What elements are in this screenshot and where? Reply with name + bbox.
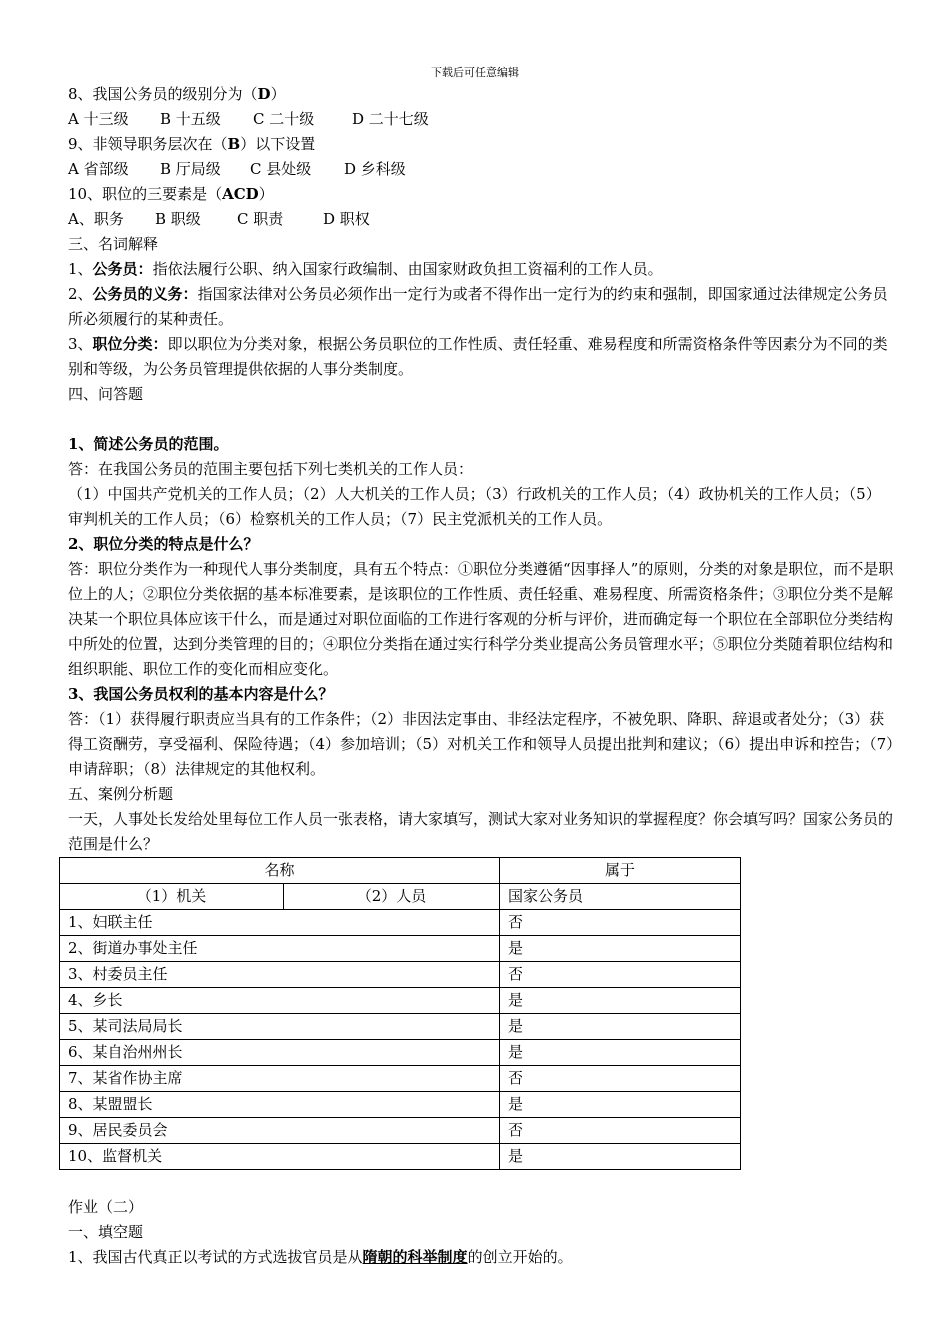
term-number: 3、: [68, 335, 93, 353]
cell-value: 否: [500, 1118, 741, 1144]
term: 公务员的义务：: [92, 285, 198, 303]
qa-answer: （1）中国共产党机关的工作人员；（2）人大机关的工作人员；（3）行政机关的工作人员；（4）政协机关的工作人员；（5）审判机关的工作人员；（6）检察机关的工作人员；（7）民主党派机关的工作人员。: [68, 485, 881, 528]
answer: B: [227, 135, 241, 153]
cell-name: 8、某盟盟长: [60, 1092, 500, 1118]
homework-title: 作业（二）: [68, 1198, 144, 1216]
table-row: [60, 936, 741, 962]
cell-value: 是: [500, 1144, 741, 1170]
document-body: [68, 82, 894, 1270]
definition: 指国家法律对公务员必须作出一定行为或者不得作出一定行为的约束和强制，即国家通过法律规定公务员所必须履行的某种责任。: [68, 285, 888, 328]
question-text: 1、我国古代真正以考试的方式选拔官员是从: [68, 1248, 363, 1266]
section-title: 三、名词解释: [68, 235, 159, 253]
header-belong: 属于: [500, 858, 741, 884]
cell-value: 是: [500, 1014, 741, 1040]
option: C 职责: [237, 210, 284, 228]
option: C 县处级: [250, 160, 312, 178]
qa-answer: 答：职位分类作为一种现代人事分类制度，具有五个特点：①职位分类遵循“因事择人”的原则，分类的对象是职位，而不是职位上的人；②职位分类依据的基本标准要素，是该职位的工作性质、责任轻重、难易程度、所需资格条件；③职位分类不是解决某一个职位具体应该干什么，而是通过对职位面临的工作进行客观的分析与评价，进而确定每一个职位在全部职位分类结构中所处的位置，达到分类管理的目的；④职位分类指在通过实行科学分类业提高公务员管理水平；⑤职位分类随着职位结构和组织职能、职位工作的变化而相应变化。: [68, 560, 894, 678]
qa-question: 2、职位分类的特点是什么？: [68, 535, 259, 553]
question-text: 10、职位的三要素是（: [68, 185, 223, 203]
cell-name: 5、某司法局局长: [60, 1014, 500, 1040]
cell-name: 10、监督机关: [60, 1144, 500, 1170]
option: A 省部级: [68, 160, 129, 178]
table-header-row: [60, 858, 741, 884]
question-text: ）: [270, 85, 286, 103]
option: B 十五级: [160, 110, 221, 128]
page-header: 下载后可任意编辑: [431, 66, 519, 79]
table-row: [60, 962, 741, 988]
question-text: 8、我国公务员的级别分为（: [68, 85, 258, 103]
cell-name: 3、村委员主任: [60, 962, 500, 988]
cell-value: 是: [500, 1092, 741, 1118]
spacer: [68, 1170, 894, 1195]
fill-question-1: [68, 1245, 894, 1270]
answer: D: [257, 85, 271, 103]
section-title: 一、填空题: [68, 1223, 144, 1241]
question-text: ）以下设置: [240, 135, 316, 153]
definition: 即以职位为分类对象，根据公务员职位的工作性质、责任轻重、难易程度和所需资格条件等因素分为不同的类别和等级，为公务员管理提供依据的人事分类制度。: [68, 335, 888, 378]
option: D 职权: [323, 210, 370, 228]
question-10: [68, 182, 894, 207]
term-number: 1、: [68, 260, 93, 278]
term-definition: [68, 332, 894, 382]
section-title: 五、案例分析题: [68, 785, 174, 803]
cell-name: 9、居民委员会: [60, 1118, 500, 1144]
option: A、职务: [68, 210, 124, 228]
question-9-options: [68, 157, 894, 182]
answer: ACD: [222, 185, 259, 203]
question-8: [68, 82, 894, 107]
option: B 职级: [155, 210, 201, 228]
question-text: 的创立开始的。: [467, 1248, 573, 1266]
term-definition: [68, 282, 894, 332]
table-row: [60, 1066, 741, 1092]
header-org: （1）机关: [60, 884, 284, 910]
question-text: 9、非领导职务层次在（: [68, 135, 228, 153]
option: D 二十七级: [352, 110, 429, 128]
option: A 十三级: [68, 110, 129, 128]
table-row: [60, 1118, 741, 1144]
header-person: （2）人员: [284, 884, 500, 910]
qa-question: 1、简述公务员的范围。: [68, 435, 229, 453]
table-row: [60, 910, 741, 936]
header-civil: 国家公务员: [500, 884, 741, 910]
question-9: [68, 132, 894, 157]
cell-name: 7、某省作协主席: [60, 1066, 500, 1092]
qa-answer: 答：（1）获得履行职责应当具有的工作条件；（2）非因法定事由、非经法定程序，不被免职、降职、辞退或者处分；（3）获得工资酬劳，享受福利、保险待遇；（4）参加培训；（5）对机关工作和领导人员提出批判和建议；（6）提出申诉和控告；（7）申请辞职；（8）法律规定的其他权利。: [68, 710, 894, 778]
cell-value: 否: [500, 910, 741, 936]
table-row: [60, 1092, 741, 1118]
cell-name: 6、某自治州州长: [60, 1040, 500, 1066]
answer: 隋朝的科举制度: [362, 1248, 468, 1266]
question-text: ）: [258, 185, 274, 203]
definition: 指依法履行公职、纳入国家行政编制、由国家财政负担工资福利的工作人员。: [152, 260, 663, 278]
cell-value: 否: [500, 1066, 741, 1092]
cell-name: 4、乡长: [60, 988, 500, 1014]
table-row: [60, 1014, 741, 1040]
cell-value: 是: [500, 1040, 741, 1066]
option: D 乡科级: [344, 160, 406, 178]
question-10-options: [68, 207, 894, 232]
term-number: 2、: [68, 285, 93, 303]
option: B 厅局级: [160, 160, 221, 178]
term-definition: [68, 257, 894, 282]
qa-question: 3、我国公务员权利的基本内容是什么？: [68, 685, 334, 703]
term: 职位分类：: [92, 335, 168, 353]
cell-name: 1、妇联主任: [60, 910, 500, 936]
civil-servant-table: [59, 857, 741, 1170]
option: C 二十级: [253, 110, 315, 128]
case-text: 一天，人事处长发给处里每位工作人员一张表格，请大家填写，测试大家对业务知识的掌握程度？你会填写吗？国家公务员的范围是什么？: [68, 810, 894, 853]
question-8-options: [68, 107, 894, 132]
cell-name: 2、街道办事处主任: [60, 936, 500, 962]
header-name: 名称: [60, 858, 500, 884]
term: 公务员：: [92, 260, 153, 278]
table-row: [60, 988, 741, 1014]
section-title: 四、问答题: [68, 385, 144, 403]
cell-value: 是: [500, 936, 741, 962]
table-row: [60, 1040, 741, 1066]
table-subheader-row: [60, 884, 741, 910]
table-row: [60, 1144, 741, 1170]
cell-value: 是: [500, 988, 741, 1014]
cell-value: 否: [500, 962, 741, 988]
spacer: [68, 407, 894, 432]
qa-answer: 答：在我国公务员的范围主要包括下列七类机关的工作人员：: [68, 460, 474, 478]
